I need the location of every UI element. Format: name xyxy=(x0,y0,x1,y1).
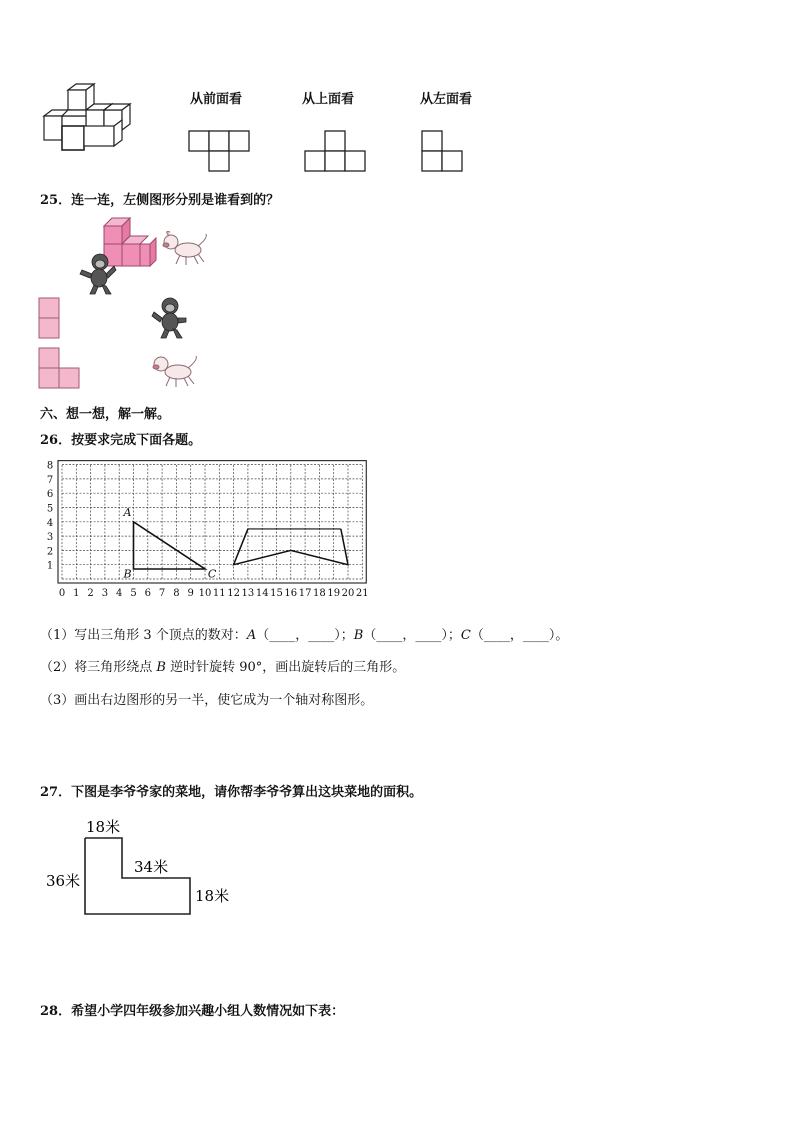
front-view-shape xyxy=(188,130,258,180)
x-tick-label: 11 xyxy=(212,588,226,599)
y-tick-label: 1 xyxy=(46,560,54,572)
y-tick-label: 4 xyxy=(46,517,54,529)
q26-sub2 xyxy=(40,656,405,675)
blank-a-x[interactable]: ____ xyxy=(269,628,296,643)
x-tick-label: 18 xyxy=(313,588,326,599)
view-label-front: 从前面看 xyxy=(190,92,243,107)
monkey-icon-middle xyxy=(150,296,190,340)
dim-middle-width: 34米 xyxy=(134,858,169,876)
left-view-shape xyxy=(421,130,471,180)
q25-title: 25．连一连，左侧图形分别是谁看到的？ xyxy=(40,193,280,208)
x-tick-label: 13 xyxy=(241,588,255,599)
x-tick-label: 19 xyxy=(327,588,341,599)
dog-icon xyxy=(160,228,210,268)
x-tick-label: 10 xyxy=(198,588,212,599)
x-tick-label: 14 xyxy=(255,588,269,599)
point-a-label: A xyxy=(246,628,257,643)
dim-right-height: 18米 xyxy=(195,887,230,905)
paren: ）； xyxy=(334,628,354,643)
y-tick-label: 6 xyxy=(46,489,54,501)
x-tick-label: 0 xyxy=(58,588,66,599)
x-tick-label: 1 xyxy=(73,588,80,599)
triangle-abc xyxy=(134,522,206,569)
blank-a-y[interactable]: ____ xyxy=(308,628,335,643)
q27-title: 27．下图是李爷爷家的菜地，请你帮李爷爷算出这块菜地的面积。 xyxy=(40,785,423,800)
dim-left-height: 36米 xyxy=(46,872,81,890)
x-tick-label: 2 xyxy=(87,588,94,599)
q26-sub2-point: B xyxy=(156,660,166,675)
l-shape-squares xyxy=(38,347,88,393)
q26-sub2-suffix: 逆时针旋转 90°，画出旋转后的三角形。 xyxy=(165,660,406,675)
l-shaped-field xyxy=(40,810,240,920)
paren: （ xyxy=(256,628,270,643)
x-tick-label: 12 xyxy=(227,588,240,599)
vertex-label-b: B xyxy=(123,567,132,581)
top-view-shape xyxy=(304,130,374,180)
cube-stack-figure xyxy=(40,82,140,162)
blank-c-y[interactable]: ____ xyxy=(522,628,549,643)
x-tick-label: 16 xyxy=(284,588,298,599)
x-tick-label: 5 xyxy=(130,588,137,599)
comma: ， xyxy=(509,628,523,643)
x-tick-label: 21 xyxy=(355,588,369,599)
x-tick-label: 7 xyxy=(158,588,166,599)
coordinate-grid xyxy=(36,458,376,610)
paren: ）； xyxy=(441,628,461,643)
point-c-label: C xyxy=(460,628,471,643)
view-label-left: 从左面看 xyxy=(420,92,473,107)
y-tick-label: 3 xyxy=(46,532,54,544)
x-tick-label: 6 xyxy=(144,588,151,599)
x-tick-label: 20 xyxy=(341,588,355,599)
blank-c-x[interactable]: ____ xyxy=(483,628,510,643)
section6-title: 六、想一想，解一解。 xyxy=(40,407,171,422)
view-label-top: 从上面看 xyxy=(302,92,355,107)
q26-sub2-prefix: （2）将三角形绕点 xyxy=(40,660,157,675)
x-tick-label: 17 xyxy=(298,588,312,599)
comma: ， xyxy=(295,628,309,643)
two-square-column xyxy=(38,297,68,343)
blank-b-x[interactable]: ____ xyxy=(376,628,403,643)
x-tick-label: 4 xyxy=(116,588,123,599)
vertex-label-a: A xyxy=(123,506,132,520)
x-tick-label: 9 xyxy=(187,588,194,599)
y-tick-label: 8 xyxy=(46,460,54,472)
monkey-icon-top xyxy=(78,252,118,296)
dim-top-width: 18米 xyxy=(86,818,121,836)
dog-icon-bottom xyxy=(150,352,202,392)
q26-sub3: （3）画出右边图形的另一半，使它成为一个轴对称图形。 xyxy=(40,693,374,708)
y-tick-label: 7 xyxy=(46,474,54,486)
q26-title: 26．按要求完成下面各题。 xyxy=(40,433,202,448)
q26-sub1-prefix: （1）写出三角形 3 个顶点的数对： xyxy=(40,628,247,643)
blank-b-y[interactable]: ____ xyxy=(415,628,442,643)
q28-title: 28．希望小学四年级参加兴趣小组人数情况如下表： xyxy=(40,1004,345,1019)
x-tick-label: 3 xyxy=(101,588,109,599)
x-tick-label: 8 xyxy=(173,588,180,599)
y-tick-label: 5 xyxy=(46,503,54,515)
paren: （ xyxy=(363,628,377,643)
comma: ， xyxy=(402,628,416,643)
x-tick-label: 15 xyxy=(270,588,283,599)
vertex-label-c: C xyxy=(207,567,217,581)
paren: （ xyxy=(470,628,484,643)
paren: ）。 xyxy=(548,628,569,643)
point-b-label: B xyxy=(353,628,364,643)
q26-sub1 xyxy=(40,624,568,643)
y-tick-label: 2 xyxy=(46,546,54,558)
